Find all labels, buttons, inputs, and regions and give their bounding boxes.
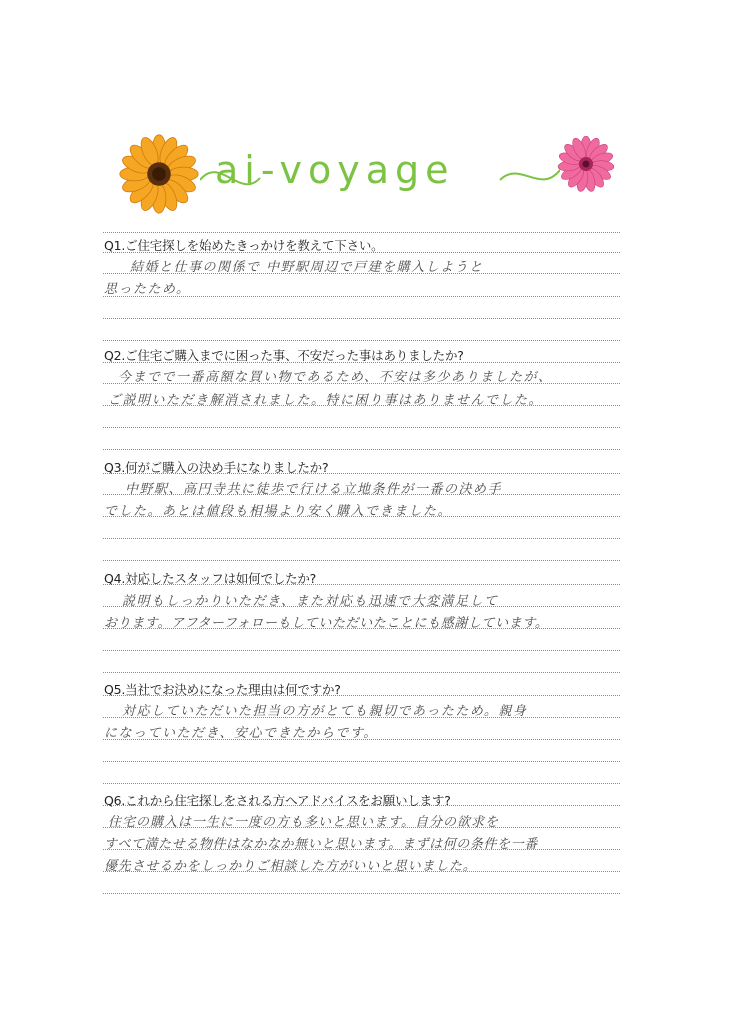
answer-4-line-1: 説明もしっかりいただき、また対応も迅速で大変満足して <box>122 594 499 609</box>
answer-3-line-1: 中野駅、高円寺共に徒歩で行ける立地条件が一番の決め手 <box>125 482 503 497</box>
answer-5-line-1: 対応していただいた担当の方がとても親切であったため。親身 <box>122 704 528 719</box>
ruled-line <box>103 650 620 651</box>
answer-1-line-1: 結婚と仕事の関係で 中野駅周辺で戸建を購入しようと <box>130 260 484 275</box>
question-2: Q2.ご住宅ご購入までに困った事、不安だった事はありましたか? <box>104 348 464 363</box>
answer-2-line-1: 今までで一番高額な買い物であるため、不安は多少ありましたが、 <box>118 370 553 385</box>
question-6: Q6.これから住宅探しをされる方へアドバイスをお願いします? <box>104 793 451 808</box>
logo-header <box>105 130 625 220</box>
sunflower-logo-icon <box>110 134 208 214</box>
question-1: Q1.ご住宅探しを始めたきっかけを教えて下さい。 <box>104 238 384 253</box>
ruled-line <box>103 427 620 428</box>
ruled-line <box>103 318 620 319</box>
answer-3-line-2: でした。あとは値段も相場より安く購入できました。 <box>104 504 453 519</box>
answer-6-line-3: 優先させるかをしっかりご相談した方がいいと思いました。 <box>104 859 477 874</box>
answer-2-line-2: ご説明いただき解消されました。特に困り事はありませんでした。 <box>108 393 544 408</box>
ruled-line <box>103 893 620 894</box>
question-5: Q5.当社でお決めになった理由は何ですか? <box>104 682 341 697</box>
answer-6-line-1: 住宅の購入は一生に一度の方も多いと思います。自分の欲求を <box>108 815 499 830</box>
answer-1-line-2: 思ったため。 <box>104 282 191 297</box>
answer-6-line-2: すべて満たせる物件はなかなか無いと思います。まずは何の条件を一番 <box>104 837 538 852</box>
ruled-line <box>103 340 620 341</box>
ruled-line <box>103 783 620 784</box>
pink-flower-logo-icon <box>550 136 622 192</box>
ruled-line <box>103 672 620 673</box>
ruled-line <box>103 560 620 561</box>
ruled-line <box>103 761 620 762</box>
question-4: Q4.対応したスタッフは如何でしたか? <box>104 571 317 586</box>
ruled-line <box>103 449 620 450</box>
answer-4-line-2: おります。アフターフォローもしていただいたことにも感謝しています。 <box>104 616 549 631</box>
ruled-line <box>103 538 620 539</box>
question-3: Q3.何がご購入の決め手になりましたか? <box>104 460 329 475</box>
answer-5-line-2: になっていただき、安心できたからです。 <box>104 726 378 741</box>
brand-logo-text: ai-voyage <box>215 148 455 192</box>
ruled-line <box>103 232 620 233</box>
